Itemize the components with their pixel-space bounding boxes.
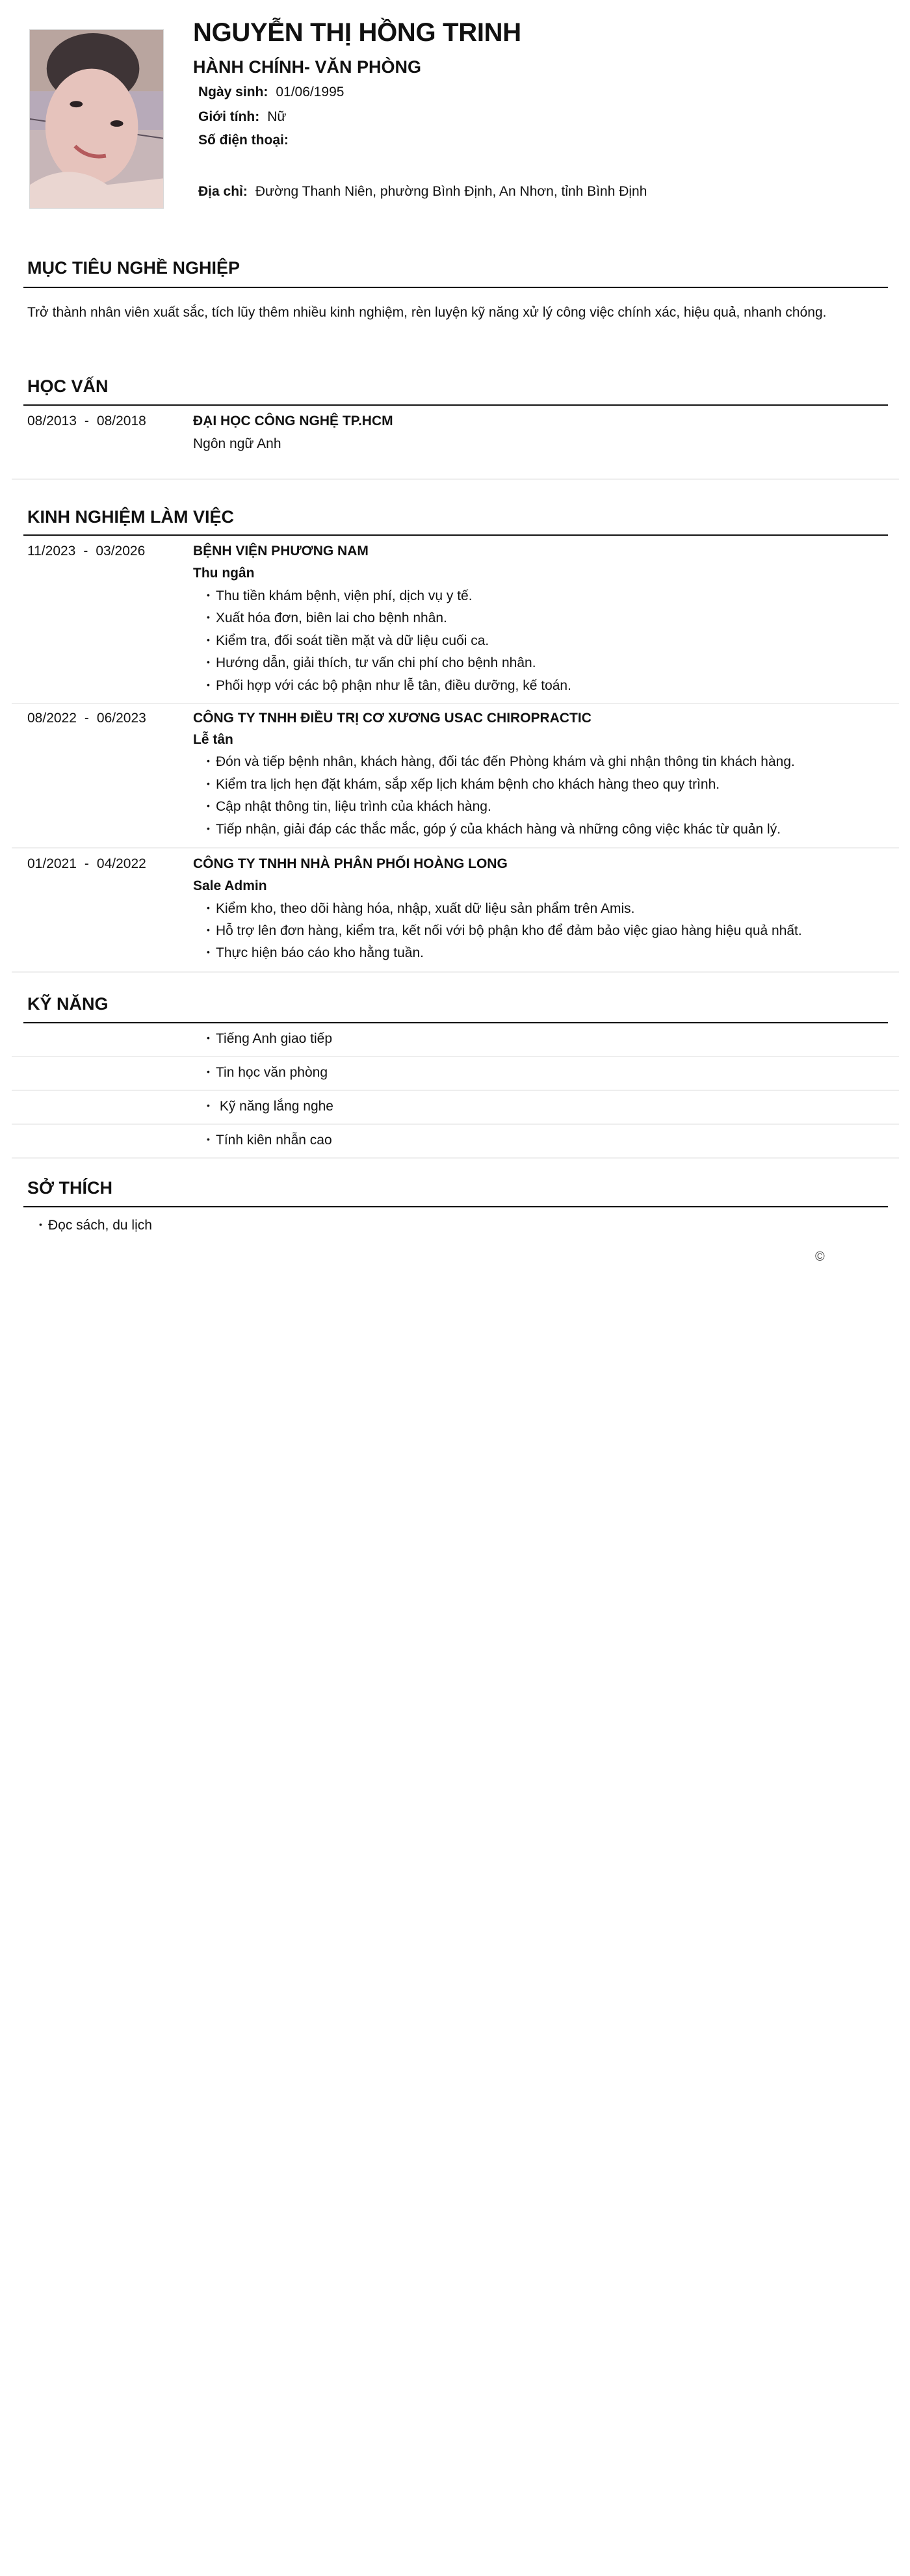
section-title-hobbies: SỞ THÍCH <box>27 1178 113 1198</box>
info-value: 01/06/1995 <box>276 85 344 99</box>
duty-text: Thu tiền khám bệnh, viện phí, dịch vụ y tế. <box>216 588 473 603</box>
end-date: 03/2026 <box>96 544 146 559</box>
bullet-icon: • <box>207 823 210 834</box>
candidate-position: HÀNH CHÍNH- VĂN PHÒNG <box>193 57 421 77</box>
duty-item <box>207 945 424 961</box>
info-value: Nữ <box>267 109 287 124</box>
row-separator <box>12 479 899 480</box>
skill-text: Kỹ năng lắng nghe <box>216 1099 333 1114</box>
skill-item <box>207 1133 332 1148</box>
duty-text: Tiếp nhận, giải đáp các thắc mắc, góp ý của khách hàng và những công việc khác từ quản lý. <box>216 822 781 837</box>
duty-text: Hỗ trợ lên đơn hàng, kiểm tra, kết nối với bộ phận kho để đảm bảo việc giao hàng hiệu quả nhất. <box>216 923 802 938</box>
section-title-skills: KỸ NĂNG <box>27 994 109 1014</box>
row-separator <box>12 971 899 973</box>
date-separator: - <box>84 414 89 428</box>
bullet-icon: • <box>207 612 210 622</box>
person-photo-icon <box>30 30 163 208</box>
bullet-icon: • <box>207 902 210 913</box>
row-separator <box>12 703 899 704</box>
job-role: Lễ tân <box>193 732 233 747</box>
info-row-birthdate <box>198 85 344 100</box>
row-separator <box>12 1124 899 1125</box>
school-name: ĐẠI HỌC CÔNG NGHỆ TP.HCM <box>193 414 393 428</box>
section-rule <box>23 1022 888 1023</box>
info-label: Số điện thoại: <box>198 133 289 148</box>
duty-item <box>207 923 802 939</box>
job-date-range <box>27 544 145 559</box>
duty-item <box>207 611 447 626</box>
skill-item <box>207 1099 333 1114</box>
duty-text: Hướng dẫn, giải thích, tư vấn chi phí cho bệnh nhân. <box>216 655 536 670</box>
bullet-icon: • <box>207 1100 210 1111</box>
bullet-icon: • <box>207 590 210 600</box>
bullet-icon: • <box>207 635 210 645</box>
objective-text: Trở thành nhân viên xuất sắc, tích lũy thêm nhiều kinh nghiệm, rèn luyện kỹ năng xử lý công việc chính xác, hiệu quả, nhanh chóng. <box>27 305 827 320</box>
date-separator: - <box>83 544 88 559</box>
bullet-icon: • <box>207 1134 210 1144</box>
section-title-education: HỌC VẤN <box>27 376 109 396</box>
duty-item <box>207 655 536 671</box>
bullet-icon: • <box>207 1066 210 1077</box>
candidate-name: NGUYỄN THỊ HỒNG TRINH <box>193 18 521 47</box>
bullet-icon: • <box>207 679 210 690</box>
duty-item <box>207 588 473 604</box>
duty-text: Cập nhật thông tin, liệu trình của khách hàng. <box>216 799 491 814</box>
company-name: CÔNG TY TNHH NHÀ PHÂN PHỐI HOÀNG LONG <box>193 856 508 871</box>
start-date: 08/2013 <box>27 414 77 428</box>
info-row-phone <box>198 133 296 148</box>
company-name: BỆNH VIỆN PHƯƠNG NAM <box>193 544 369 559</box>
duty-item <box>207 678 571 694</box>
end-date: 06/2023 <box>96 711 146 726</box>
duty-item <box>207 777 720 793</box>
info-row-gender <box>198 109 286 125</box>
duty-text: Phối hợp với các bộ phận như lễ tân, điều dưỡng, kế toán. <box>216 678 571 693</box>
job-role: Sale Admin <box>193 878 267 893</box>
row-separator <box>12 1157 899 1159</box>
skill-text: Tiếng Anh giao tiếp <box>216 1031 333 1046</box>
end-date: 08/2018 <box>96 414 146 428</box>
skill-text: Tính kiên nhẫn cao <box>216 1133 332 1148</box>
section-rule <box>23 534 888 536</box>
start-date: 01/2021 <box>27 856 77 871</box>
duty-text: Thực hiện báo cáo kho hằng tuần. <box>216 945 424 960</box>
hobby-text: Đọc sách, du lịch <box>48 1218 152 1233</box>
row-separator <box>12 847 899 848</box>
section-rule <box>23 1206 888 1207</box>
bullet-icon: • <box>207 778 210 789</box>
info-label: Ngày sinh: <box>198 85 268 99</box>
start-date: 08/2022 <box>27 711 77 726</box>
hobby-item <box>39 1218 152 1233</box>
skill-item <box>207 1031 332 1047</box>
education-date-range <box>27 414 146 429</box>
job-date-range <box>27 711 146 726</box>
company-name: CÔNG TY TNHH ĐIỀU TRỊ CƠ XƯƠNG USAC CHIROPRACTIC <box>193 711 592 726</box>
job-date-range <box>27 856 146 872</box>
major-name: Ngôn ngữ Anh <box>193 436 281 451</box>
copyright-icon: © <box>815 1250 825 1264</box>
profile-photo <box>29 29 164 209</box>
info-value: Đường Thanh Niên, phường Bình Định, An Nhơn, tỉnh Bình Định <box>255 184 647 199</box>
bullet-icon: • <box>207 947 210 957</box>
duty-text: Xuất hóa đơn, biên lai cho bệnh nhân. <box>216 611 447 625</box>
date-separator: - <box>84 711 89 726</box>
skill-item <box>207 1065 328 1081</box>
section-title-objective: MỤC TIÊU NGHỀ NGHIỆP <box>27 258 240 278</box>
bullet-icon: • <box>207 1032 210 1043</box>
duty-item <box>207 633 489 649</box>
bullet-icon: • <box>207 756 210 766</box>
duty-text: Kiểm kho, theo dõi hàng hóa, nhập, xuất dữ liệu sản phẩm trên Amis. <box>216 901 635 916</box>
duty-item <box>207 822 781 837</box>
bullet-icon: • <box>207 925 210 935</box>
info-row-address <box>198 184 647 200</box>
section-rule <box>23 404 888 406</box>
end-date: 04/2022 <box>96 856 146 871</box>
duty-text: Đón và tiếp bệnh nhân, khách hàng, đối tác đến Phòng khám và ghi nhận thông tin khách hàng. <box>216 754 795 769</box>
skill-text: Tin học văn phòng <box>216 1065 328 1080</box>
bullet-icon: • <box>207 657 210 667</box>
duty-item <box>207 901 634 917</box>
date-separator: - <box>84 856 89 871</box>
section-rule <box>23 287 888 288</box>
duty-text: Kiểm tra lịch hẹn đặt khám, sắp xếp lịch khám bệnh cho khách hàng theo quy trình. <box>216 777 720 792</box>
start-date: 11/2023 <box>27 544 76 559</box>
info-label: Giới tính: <box>198 109 260 124</box>
bullet-icon: • <box>207 800 210 811</box>
info-label: Địa chỉ: <box>198 184 248 199</box>
job-role: Thu ngân <box>193 566 255 581</box>
row-separator <box>12 1090 899 1091</box>
bullet-icon: • <box>39 1219 42 1229</box>
section-title-experience: KINH NGHIỆM LÀM VIỆC <box>27 507 235 527</box>
row-separator <box>12 1056 899 1057</box>
duty-text: Kiểm tra, đối soát tiền mặt và dữ liệu cuối ca. <box>216 633 489 648</box>
duty-item <box>207 799 491 815</box>
duty-item <box>207 754 795 770</box>
